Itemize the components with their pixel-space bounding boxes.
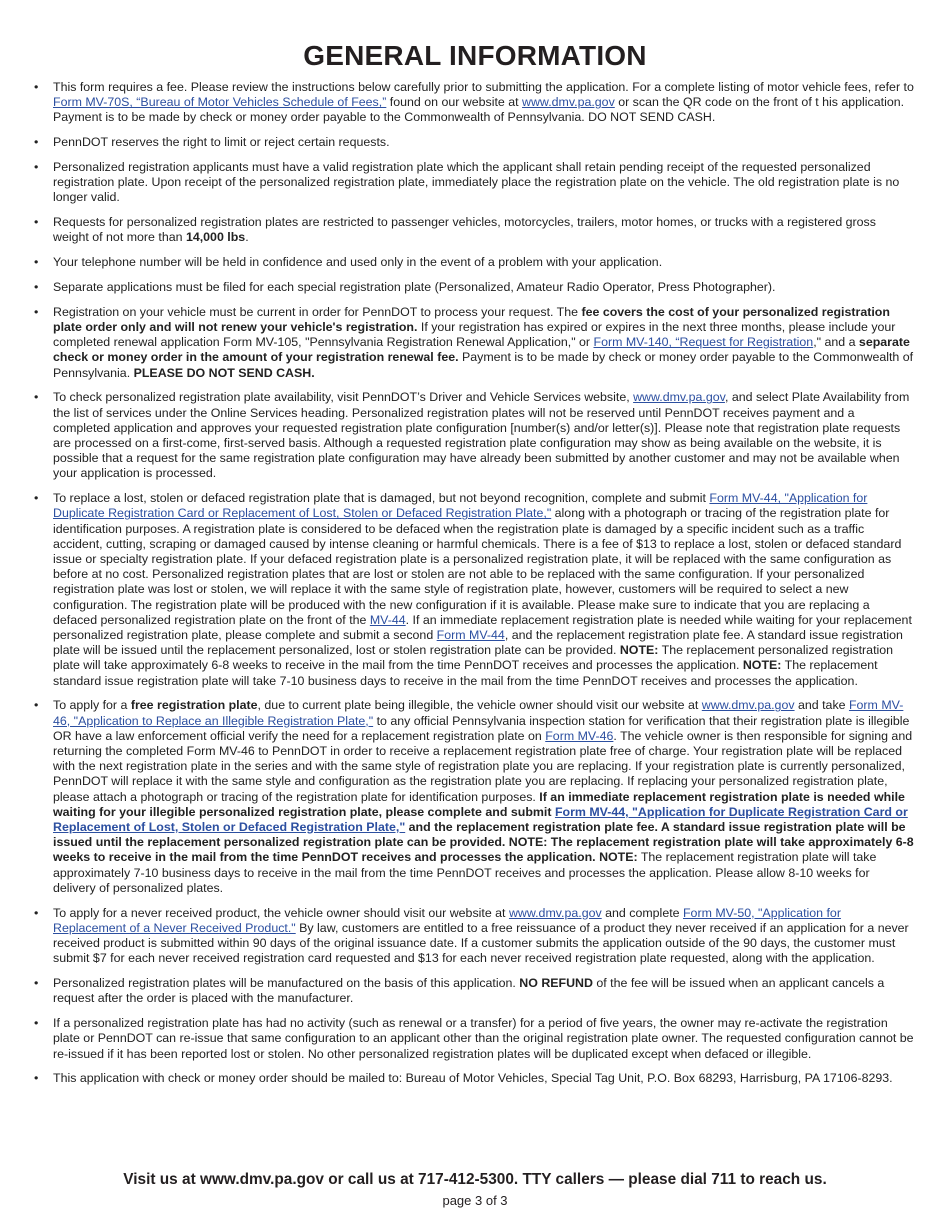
item-text: Requests for personalized registration plates are restricted to passenger vehicles, motorcycles, trailers, motor homes, or trucks with a registered gross weight of not more than	[53, 215, 876, 245]
item-text: Your telephone number will be held in confidence and used only in the event of a problem with your application.	[53, 255, 663, 270]
form-link[interactable]: Form MV-46, "Application to Replace an Illegible Registration Plate,"	[53, 698, 904, 728]
item-text: The replacement personalized registration plate will take approximately 6-8 weeks to receive in the mail from the time PennDOT receives and processes the application.	[53, 643, 894, 673]
info-item	[34, 215, 914, 245]
item-text: To apply for a	[53, 698, 131, 713]
item-text: of the fee will be issued when an applicant cancels a request after the order is placed with the manufacturer.	[53, 976, 885, 1006]
item-text: Personalized registration applicants must have a valid registration plate which the applicant shall retain pending receipt of the requested personalized registration plate. Upon receipt of the personalized registration plate, immediately place the registration plate on the vehicle. The old registration plate is no longer valid.	[53, 160, 900, 205]
info-item	[34, 390, 914, 481]
item-text: This application with check or money order should be mailed to: Bureau of Motor Vehicles, Special Tag Unit, P.O. Box 68293, Harrisburg, PA 17106-8293.	[53, 1071, 893, 1086]
item-text: to any official Pennsylvania inspection station for verification that their registration plate is illegible OR have a law enforcement official verify the need for a replacement registration plate on	[53, 713, 910, 743]
info-item	[34, 135, 914, 150]
bold-text: NO REFUND	[519, 976, 593, 991]
bold-text: and the replacement registration plate fee. A standard issue registration plate will be issued until the replacement personalized registration plate can be provided. NOTE: The replacement registration plate will take approximately 6-8 weeks to receive in the mail from the time PennDOT receives and processes the application. NOTE:	[53, 820, 914, 865]
bold-text: PLEASE DO NOT SEND CASH.	[133, 365, 315, 380]
form-link[interactable]: www.dmv.pa.gov	[522, 95, 615, 110]
bold-text: NOTE:	[742, 658, 782, 673]
form-link[interactable]: www.dmv.pa.gov	[633, 390, 725, 405]
item-text: The replacement standard issue registration plate will take 7-10 business days to receive in the mail from the time PennDOT receives and processes the application.	[53, 658, 878, 688]
item-text: The replacement registration plate will take approximately 7-10 business days to receive in the mail from the time PennDOT receives and processes the application. Please allow 8-10 weeks for delivery of personalized plates.	[53, 850, 877, 895]
item-text: , and the replacement registration plate fee. A standard issue registration plate will be issued until the replacement personalized, lost or stolen registration plate can be provided.	[53, 628, 903, 658]
item-text: . The vehicle owner is then responsible for signing and returning the completed Form MV-46 to PennDOT in order to receive a replacement registration plate free of charge. Your registration plate will be replaced with the next registration plate in the series and with the same style of registration plate you are replacing. If your registration plate is currently personalized, PennDOT will replace it with the same style and configuration as the registration plate you are replacing. If replacing your personalized registration plate, please attach a photograph or tracing of the registration plate for identification purposes.	[53, 728, 913, 804]
bold-text: separate check or money order in the amount of your registration renewal fee.	[53, 335, 910, 365]
item-text: Registration on your vehicle must be current in order for PennDOT to process your request. The	[53, 304, 582, 319]
bold-text: 14,000 lbs	[185, 230, 246, 245]
contact-footer: Visit us at www.dmv.pa.gov or call us at 717-412-5300. TTY callers — please dial 711 to reach us.	[123, 1171, 827, 1188]
form-link[interactable]: Form MV-70S, “Bureau of Motor Vehicles Schedule of Fees,”	[53, 95, 387, 110]
item-text: PennDOT reserves the right to limit or reject certain requests.	[53, 135, 390, 150]
item-text: .	[245, 230, 249, 245]
item-text: . If an immediate replacement registration plate is needed while waiting for your replacement personalized registration plate, please complete and submit a second	[53, 612, 912, 643]
item-text: Separate applications must be filed for each special registration plate (Personalized, Amateur Radio Operator, Press Photographer).	[53, 280, 776, 294]
general-information-list	[34, 80, 914, 1096]
item-text: along with a photograph or tracing of the registration plate for identification purposes. A registration plate is considered to be defaced when the registration plate is damaged by a specific incident such as a traffic accident, cutting, scraping or damaged caused by intense cleaning or harmful chemicals. There is a fee of $13 to replace a lost, stolen or defaced standard issue or specialty registration plate. If your defaced registration plate is a personalized registration plate, it will be replaced with the same configuration as before at no cost. Personalized registration plates that are lost or stolen are not able to be replaced with the same configuration. If your personalized registration plate was lost or stolen, we will replace it with the same style of registration plate, however, customers will be required to select a new configuration. The registration plate will be produced with the new configuration if it is available. Please make sure to indicate that you are replacing a defaced personalized registration plate on the front of the	[53, 506, 902, 627]
info-item	[34, 1071, 914, 1086]
item-text: , due to current plate being illegible, the vehicle owner should visit our website at	[257, 698, 702, 713]
item-text: If a personalized registration plate has had no activity (such as renewal or a transfer) for a period of five years, the owner may re-activate the registration plate or PennDOT can re-issue that same configuration to an applicant other than the original registration plate owner. The requested configuration cannot be re-issued if it has been reported lost or stolen. No other personalized registration plates will be duplicated except when defaced or illegible.	[53, 1016, 914, 1061]
item-text: This form requires a fee. Please review the instructions below carefully prior to submitting the application. For a complete listing of motor vehicle fees, refer to	[53, 80, 914, 94]
item-text: , and select Plate Availability from the list of services under the Online Services heading. Personalized registration plates will not be reserved until PennDOT receives payment and a completed application and approves your requested registration plate configuration [number(s) and/or letter(s)]. Please note that registration plate requests are processed on a first-come, first-served basis. Although a requested registration plate configuration may show as being available on the website, it is possible that a request for the same registration plate configuration may have already been submitted by another customer and may not be available when your application is processed.	[53, 390, 910, 481]
item-text: and complete	[601, 905, 683, 920]
info-item	[34, 976, 914, 1006]
form-link[interactable]: Form MV-44, "Application for Duplicate Registration Card or Replacement of Lost, Stolen or Defaced Registration Plate,"	[53, 491, 868, 521]
item-text: Payment is to be made by check or money order payable to the Commonwealth of Pennsylvania.	[53, 350, 914, 380]
form-link[interactable]: Form MV-44	[436, 628, 505, 643]
info-item	[34, 160, 914, 206]
item-text: ," and a	[813, 335, 859, 350]
bold-text: free registration plate	[130, 698, 258, 713]
item-text: If your registration has expired or expires in the next three months, please include your completed renewal application Form MV-105, "Pennsylvania Registration Renewal Application," or	[53, 320, 896, 350]
page-title: GENERAL INFORMATION	[303, 40, 647, 71]
info-item	[34, 491, 914, 689]
bold-text: NOTE:	[619, 643, 659, 658]
item-text: and take	[794, 698, 849, 713]
info-item	[34, 698, 914, 896]
info-item	[34, 80, 914, 126]
form-link[interactable]: Form MV-140, “Request for Registration	[593, 335, 814, 350]
item-text: To replace a lost, stolen or defaced registration plate that is damaged, but not beyond recognition, complete and submit	[53, 491, 710, 506]
item-text: or scan the QR code on the front of t his application. Payment is to be made by check or money order payable to the Commonwealth of Pennsylvania. DO NOT SEND CASH.	[53, 95, 905, 125]
form-link[interactable]: www.dmv.pa.gov	[508, 905, 602, 920]
info-item	[34, 280, 914, 295]
info-item	[34, 255, 914, 270]
form-link[interactable]: Form MV-50, "Application for Replacement of a Never Received Product."	[53, 905, 841, 935]
form-link[interactable]: Form MV-46	[545, 728, 614, 743]
form-link[interactable]: www.dmv.pa.gov	[701, 698, 795, 713]
item-text: To check personalized registration plate availability, visit PennDOT’s Driver and Vehicle Services website,	[53, 390, 634, 405]
item-text: Personalized registration plates will be manufactured on the basis of this application.	[53, 976, 520, 991]
info-item	[34, 1016, 914, 1062]
form-link[interactable]: MV-44	[369, 612, 406, 627]
item-text: found on our website at	[386, 95, 523, 110]
form-link[interactable]: Form MV-44, "Application for Duplicate Registration Card or Replacement of Lost, Stolen or Defaced Registration Plate,"	[53, 804, 908, 835]
bold-text: If an immediate replacement registration plate is needed while waiting for your illegible personalized registration plate, please complete and submit	[53, 789, 905, 819]
info-item	[34, 305, 914, 381]
bold-text: fee covers the cost of your personalized registration plate order only and will not renew your vehicle's registration.	[53, 304, 890, 334]
page-number: page 3 of 3	[442, 1193, 508, 1208]
item-text: To apply for a never received product, the vehicle owner should visit our website at	[53, 905, 509, 920]
item-text: By law, customers are entitled to a free reissuance of a product they never received if an application for a never received product is submitted within 90 days of the original issuance date. If a customer submits the application outside of the 90 days, the customer must submit $7 for each never received registration card requested and $13 for each never received registration plate requested, along with the application.	[53, 920, 909, 966]
info-item	[34, 906, 914, 967]
